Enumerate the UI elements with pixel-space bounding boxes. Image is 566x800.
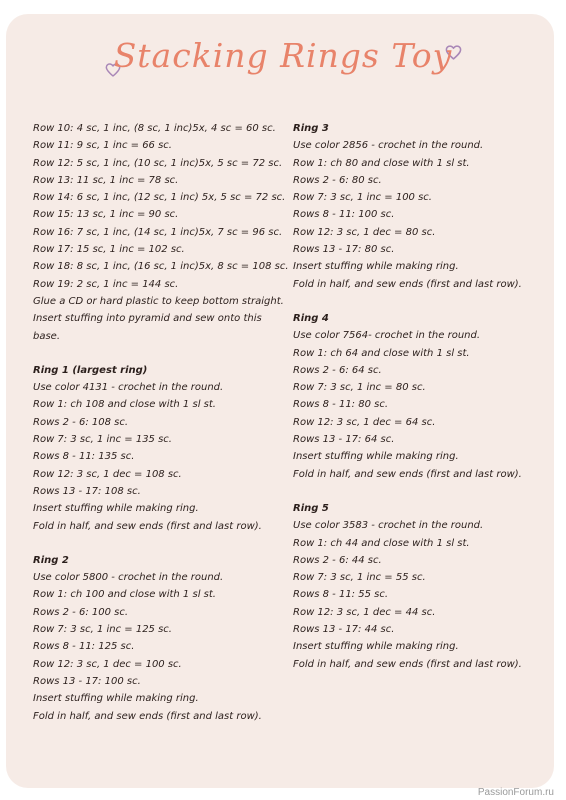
pattern-row: Rows 2 - 6: 100 sc. <box>33 606 129 618</box>
pattern-row: Rows 13 - 17: 100 sc. <box>33 675 141 687</box>
pattern-row: Row 7: 3 sc, 1 inc = 135 sc. <box>33 434 172 446</box>
pattern-row: Row 12: 5 sc, 1 inc, (10 sc, 1 inc)5x, 5 sc = 72 sc. <box>33 157 283 169</box>
pattern-row: Rows 8 - 11: 125 sc. <box>33 641 135 653</box>
pattern-row: Use color 3583 - crochet in the round. <box>293 520 484 532</box>
section-heading-ring-5: Ring 5 <box>293 502 329 514</box>
pattern-row: Row 7: 3 sc, 1 inc = 80 sc. <box>293 382 426 394</box>
pattern-row: Rows 8 - 11: 55 sc. <box>293 589 389 601</box>
instruction: Insert stuffing while making ring. <box>293 451 459 463</box>
pattern-row: Row 17: 15 sc, 1 inc = 102 sc. <box>33 244 185 256</box>
pattern-row: Rows 13 - 17: 108 sc. <box>33 485 141 497</box>
left-column <box>33 120 289 725</box>
pattern-row: Row 18: 8 sc, 1 inc, (16 sc, 1 inc)5x, 8 sc = 108 sc. <box>33 261 289 273</box>
pattern-row: Rows 2 - 6: 108 sc. <box>33 416 129 428</box>
pattern-row: Row 14: 6 sc, 1 inc, (12 sc, 1 inc) 5x, 5 sc = 72 sc. <box>33 192 286 204</box>
pattern-row: Rows 8 - 11: 80 sc. <box>293 399 389 411</box>
pattern-row: Rows 2 - 6: 64 sc. <box>293 364 382 376</box>
instruction: Fold in half, and sew ends (first and last row). <box>293 278 522 290</box>
pattern-row: Rows 13 - 17: 80 sc. <box>293 244 395 256</box>
pattern-row: Rows 2 - 6: 44 sc. <box>293 554 382 566</box>
pattern-row: Row 12: 3 sc, 1 dec = 44 sc. <box>293 606 436 618</box>
section-heading-ring-2: Ring 2 <box>33 554 69 566</box>
pattern-row: Row 11: 9 sc, 1 inc = 66 sc. <box>33 140 172 152</box>
pattern-row: Row 1: ch 100 and close with 1 sl st. <box>33 589 216 601</box>
section-heading-ring-1: Ring 1 (largest ring) <box>33 364 148 376</box>
pattern-row: Row 1: ch 64 and close with 1 sl st. <box>293 347 470 359</box>
pattern-row: Use color 2856 - crochet in the round. <box>293 140 484 152</box>
pattern-row: Row 12: 3 sc, 1 dec = 80 sc. <box>293 226 436 238</box>
pattern-row: Row 12: 3 sc, 1 dec = 108 sc. <box>33 468 182 480</box>
instruction: Insert stuffing while making ring. <box>293 261 459 273</box>
section-heading-ring-3: Ring 3 <box>293 123 329 134</box>
pattern-row: Row 7: 3 sc, 1 inc = 100 sc. <box>293 192 432 204</box>
section-heading-ring-4: Ring 4 <box>293 312 329 324</box>
pattern-row: Row 1: ch 108 and close with 1 sl st. <box>33 399 216 411</box>
pattern-row: Row 1: ch 80 and close with 1 sl st. <box>293 157 470 169</box>
pattern-row: Rows 13 - 17: 64 sc. <box>293 434 395 446</box>
pattern-row: Row 7: 3 sc, 1 inc = 125 sc. <box>33 624 172 636</box>
pattern-row: Row 16: 7 sc, 1 inc, (14 sc, 1 inc)5x, 7 sc = 96 sc. <box>33 226 283 238</box>
pattern-row: Row 15: 13 sc, 1 inc = 90 sc. <box>33 209 179 221</box>
pattern-row: Row 7: 3 sc, 1 inc = 55 sc. <box>293 572 426 584</box>
pattern-row: Row 10: 4 sc, 1 inc, (8 sc, 1 inc)5x, 4 sc = 60 sc. <box>33 123 276 134</box>
pattern-row: Row 13: 11 sc, 1 inc = 78 sc. <box>33 174 179 186</box>
pattern-row: Row 1: ch 44 and close with 1 sl st. <box>293 537 470 549</box>
right-column <box>293 120 543 673</box>
page-title: Stacking Rings Toy <box>113 36 453 75</box>
pattern-row: Row 12: 3 sc, 1 dec = 100 sc. <box>33 658 182 670</box>
pattern-row: Rows 8 - 11: 100 sc. <box>293 209 395 221</box>
pattern-row: Use color 7564- crochet in the round. <box>293 330 481 342</box>
instruction: Insert stuffing into pyramid and sew onto this base. <box>33 313 262 342</box>
instruction: Fold in half, and sew ends (first and last row). <box>293 658 522 670</box>
instruction: Glue a CD or hard plastic to keep bottom straight. <box>33 295 284 307</box>
pattern-row: Use color 5800 - crochet in the round. <box>33 572 224 584</box>
pattern-row: Use color 4131 - crochet in the round. <box>33 382 224 394</box>
pattern-row: Rows 8 - 11: 135 sc. <box>33 451 135 463</box>
instruction: Fold in half, and sew ends (first and last row). <box>293 468 522 480</box>
pattern-row: Row 19: 2 sc, 1 inc = 144 sc. <box>33 278 179 290</box>
instruction: Fold in half, and sew ends (first and last row). <box>33 710 262 722</box>
instruction: Insert stuffing while making ring. <box>33 693 199 705</box>
pattern-row: Row 12: 3 sc, 1 dec = 64 sc. <box>293 416 436 428</box>
pattern-row: Rows 2 - 6: 80 sc. <box>293 174 382 186</box>
watermark: PassionForum.ru <box>477 787 554 798</box>
instruction: Fold in half, and sew ends (first and last row). <box>33 520 262 532</box>
pattern-row: Rows 13 - 17: 44 sc. <box>293 624 395 636</box>
instruction: Insert stuffing while making ring. <box>33 503 199 515</box>
instruction: Insert stuffing while making ring. <box>293 641 459 653</box>
